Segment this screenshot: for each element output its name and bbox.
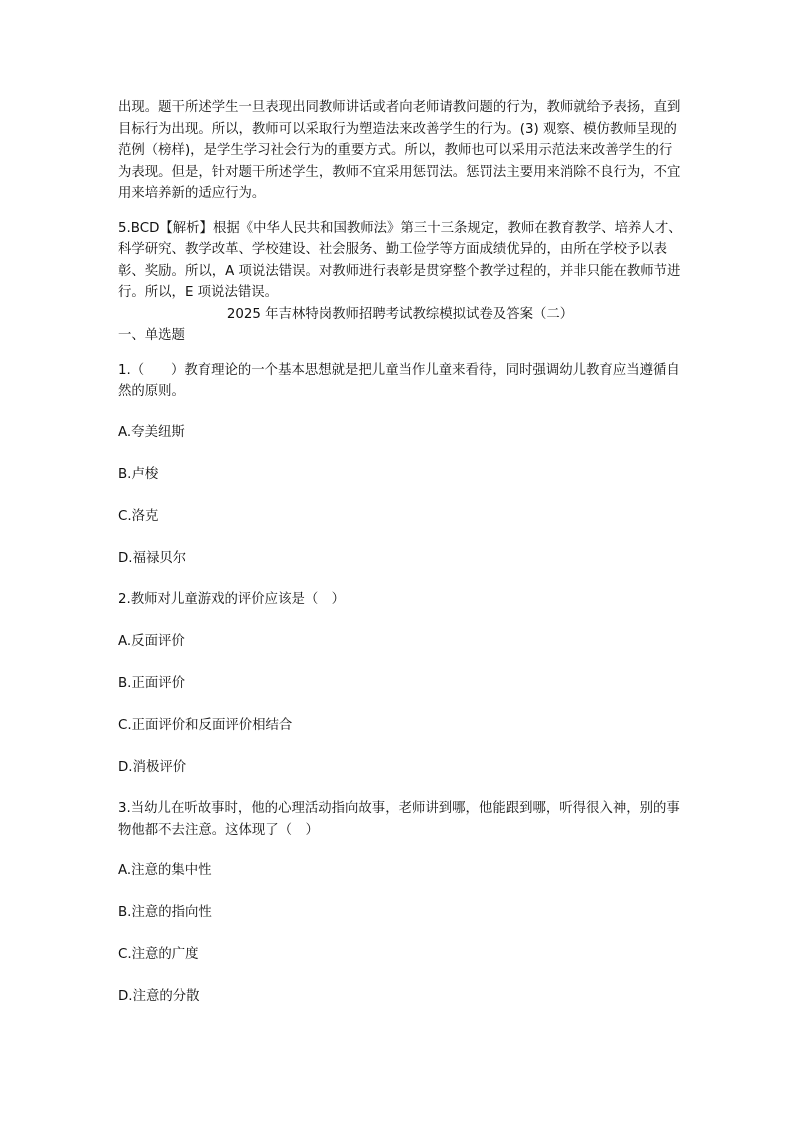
option-b: B.注意的指向性 bbox=[118, 905, 212, 920]
answer-explanation-paragraph: 出现。题干所述学生一旦表现出同教师讲话或者向老师请教问题的行为，教师就给予表扬，直到目标行为出现。所以，教师可以采取行为塑造法来改善学生的行为。(3) 观察、模仿教师呈现的范例（榜样)，是学生学习社会行为的重要方式。所以，教师也可以采用示范法来改善学生的行为表现。但是，针对题干所述学生，教师不宜采用惩罚法。惩罚法主要用来消除不良行为，不宜用来培养新的适应行为。 bbox=[118, 100, 681, 201]
option-d: D.注意的分散 bbox=[118, 989, 200, 1004]
question-stem: 1.（ ）教育理论的一个基本思想就是把儿童当作儿童来看待，同时强调幼儿教育应当遵循自然的原则。 bbox=[118, 362, 680, 399]
option-d: D.消极评价 bbox=[118, 760, 187, 775]
document-content bbox=[118, 97, 682, 1007]
answer-5-explanation: 5.BCD【解析】根据《中华人民共和国教师法》第三十三条规定，教师在教育教学、培养人才、科学研究、教学改革、学校建设、社会服务、勤工俭学等方面成绩优异的，由所在学校予以表彰、奖励。所以，A 项说法错误。对教师进行表彰是贯穿整个教学过程的，并非只能在教师节进行。所以，E 项说法错误。 bbox=[118, 220, 682, 300]
question-stem: 2.教师对儿童游戏的评价应该是（ ） bbox=[118, 591, 346, 607]
question-stem: 3.当幼儿在听故事时，他的心理活动指向故事，老师讲到哪，他能跟到哪，听得很入神，别的事物他都不去注意。这体现了（ ） bbox=[118, 801, 680, 838]
question-3 bbox=[118, 798, 682, 1007]
option-c: C.注意的广度 bbox=[118, 947, 199, 962]
option-a: A.反面评价 bbox=[118, 634, 185, 649]
section-heading: 一、单选题 bbox=[118, 327, 185, 343]
option-d: D.福禄贝尔 bbox=[118, 550, 187, 566]
option-b: B.卢梭 bbox=[118, 466, 159, 482]
question-2 bbox=[118, 589, 682, 779]
option-c: C.正面评价和反面评价相结合 bbox=[118, 718, 293, 733]
question-1 bbox=[118, 360, 682, 569]
option-a: A.夸美纽斯 bbox=[118, 424, 185, 440]
option-a: A.注意的集中性 bbox=[118, 863, 212, 878]
exam-title: 2025 年吉林特岗教师招聘考试教综模拟试卷及答案（二） bbox=[226, 306, 574, 322]
option-b: B.正面评价 bbox=[118, 676, 186, 691]
option-c: C.洛克 bbox=[118, 508, 159, 524]
